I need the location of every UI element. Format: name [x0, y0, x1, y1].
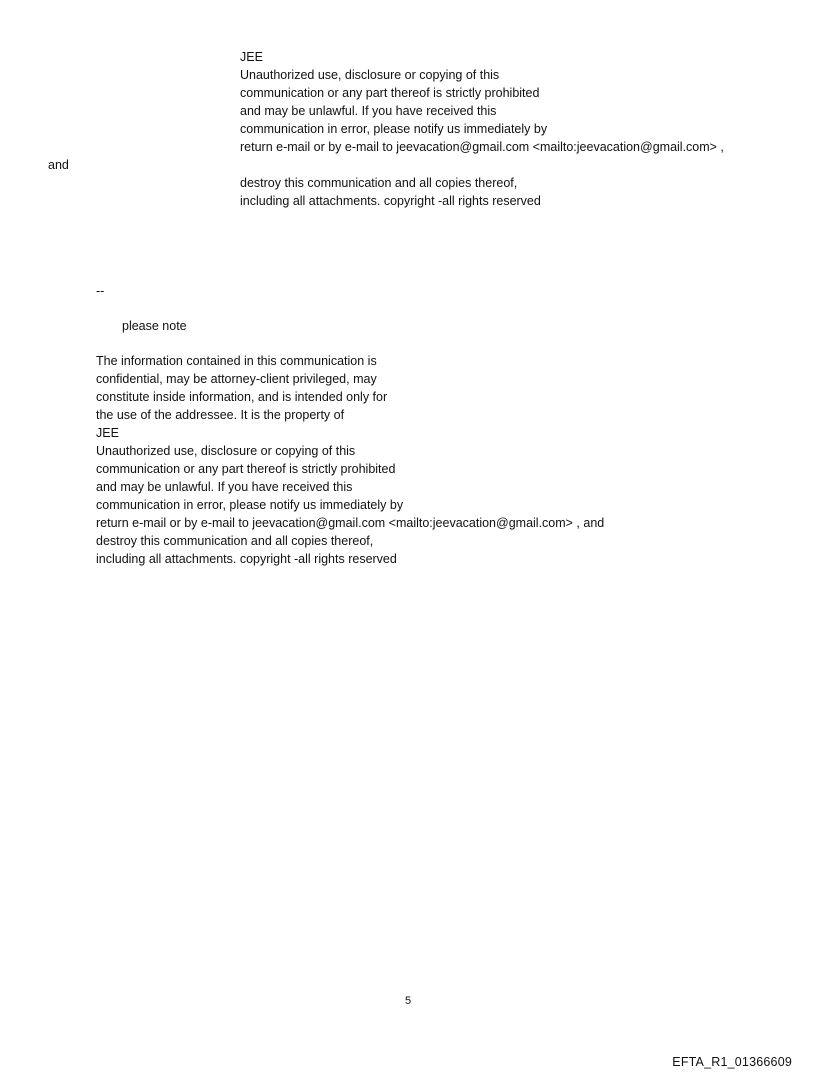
- disclaimer-line: confidential, may be attorney-client privileged, may: [96, 372, 377, 386]
- disclaimer-line: return e-mail or by e-mail to jeevacation@gmail.com <mailto:jeevacation@gmail.com> , and: [96, 516, 605, 530]
- disclaimer-line: JEE: [240, 50, 263, 64]
- disclaimer-line: return e-mail or by e-mail to jeevacation@gmail.com <mailto:jeevacation@gmail.com> ,: [240, 140, 724, 154]
- page-number: 5: [404, 995, 412, 1007]
- disclaimer-line: and may be unlawful. If you have received this: [240, 104, 497, 118]
- disclaimer-line: Unauthorized use, disclosure or copying of this: [240, 68, 500, 82]
- wrapped-word: and: [48, 158, 69, 172]
- disclaimer-line: Unauthorized use, disclosure or copying of this: [96, 444, 356, 458]
- disclaimer-line: communication or any part thereof is strictly prohibited: [240, 86, 540, 100]
- disclaimer-line: communication in error, please notify us immediately by: [96, 498, 404, 512]
- disclaimer-line: destroy this communication and all copies thereof,: [96, 534, 374, 548]
- note-heading: please note: [122, 319, 187, 333]
- disclaimer-line: communication in error, please notify us immediately by: [240, 122, 548, 136]
- disclaimer-line: JEE: [96, 426, 119, 440]
- disclaimer-line: and may be unlawful. If you have received this: [96, 480, 353, 494]
- disclaimer-line: including all attachments. copyright -all rights reserved: [240, 194, 541, 208]
- signature-separator: --: [96, 284, 105, 298]
- disclaimer-line: communication or any part thereof is strictly prohibited: [96, 462, 396, 476]
- disclaimer-line: destroy this communication and all copies thereof,: [240, 176, 518, 190]
- disclaimer-line: including all attachments. copyright -all rights reserved: [96, 552, 397, 566]
- disclaimer-line: The information contained in this communication is: [96, 354, 377, 368]
- disclaimer-line: constitute inside information, and is intended only for: [96, 390, 388, 404]
- disclaimer-line: the use of the addressee. It is the property of: [96, 408, 345, 422]
- bates-number: EFTA_R1_01366609: [672, 1055, 792, 1069]
